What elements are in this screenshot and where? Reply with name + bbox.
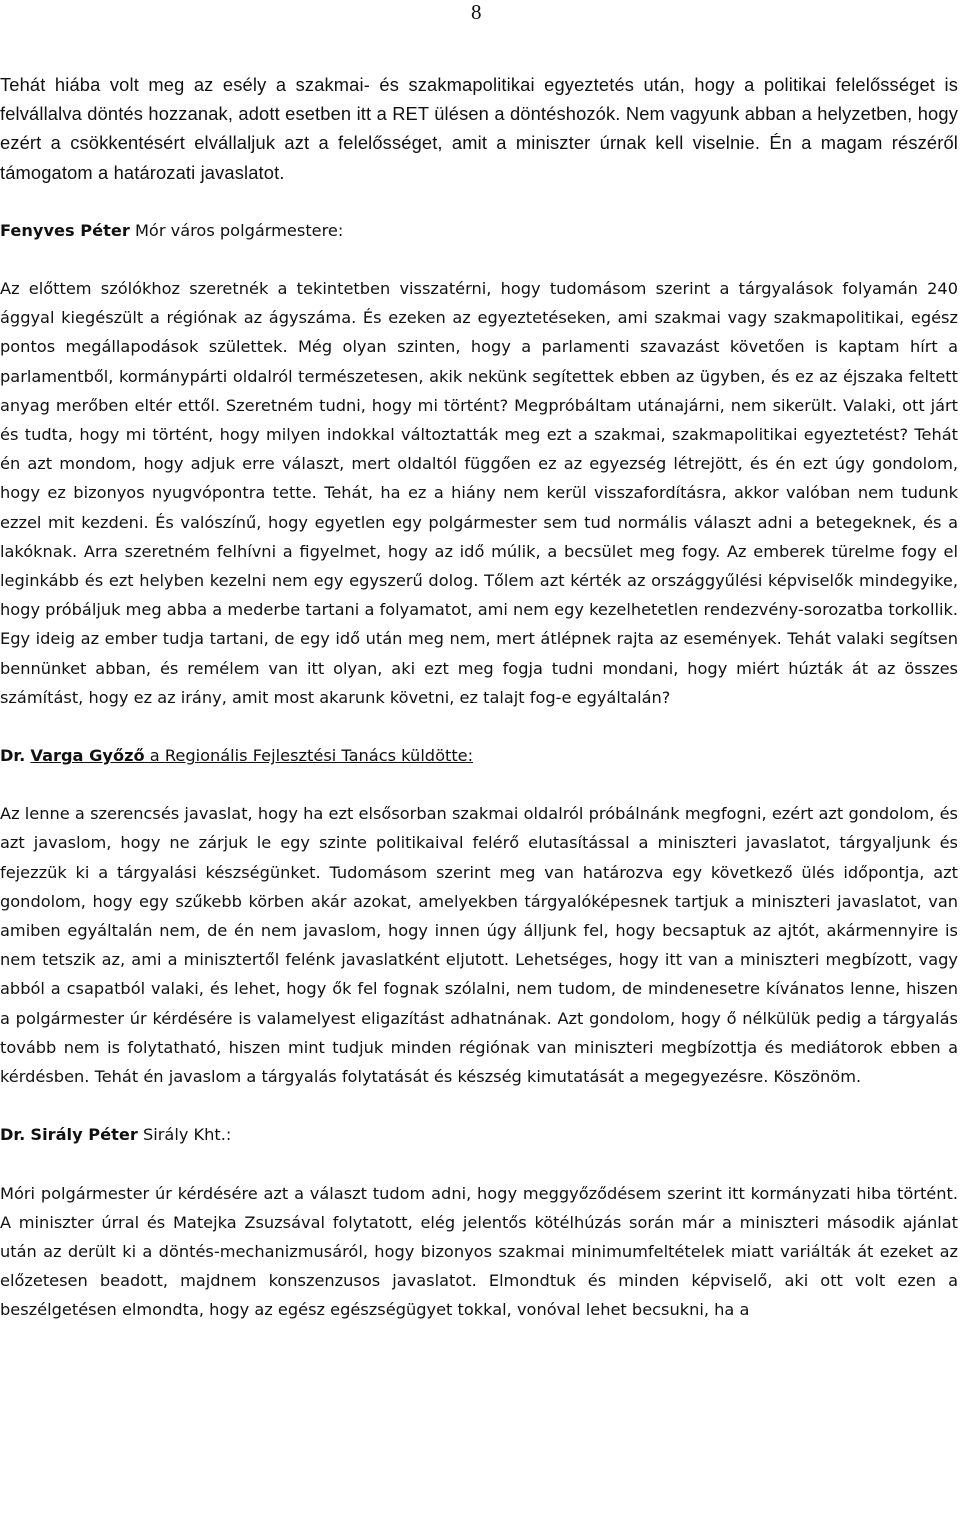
speaker-prefix: Dr. [0,746,26,766]
speaker-name: Varga Győző [30,746,145,766]
speaker-role: Mór város polgármestere: [129,220,344,240]
paragraph-intro: Tehát hiába volt meg az esély a szakmai- és szakmapolitikai egyeztetés után, hogy a politikai felelősséget is felvállalva döntés hozzanak, adott esetben itt a RET ülésen a döntéshozók. Nem vagyunk abban a helyzetben, hogy ezért a csökkentésért elvállaljuk azt a felelősséget, amit a miniszter úrnak kell viselnie. Én a magam részéről támogatom a határozati javaslatot. [0,74,958,183]
paragraph-fenyves: Az előttem szólókhoz szeretnék a tekintetben visszatérni, hogy tudomásom szerint a tárgyalások folyamán 240 ággyal kiegészült a régiónak az ágyszáma. És ezeken az egyeztetéseken, ami szakmai vagy szakmapolitikai, egész pontos megállapodások születtek. Még olyan szinten, hogy a parlamenti szavazást követően is kaptam hírt a parlamentből, kormánypárti oldalról természetesen, akik nekünk segítettek ebben az ügyben, és ez az éjszaka feltett anyag merőben eltér ettől. Szeretném tudni, hogy mi történt? Megpróbáltam utánajárni, nem sikerült. Valaki, ott járt és tudta, hogy mi történt, hogy milyen indokkal változtatták meg ezt a szakmai, szakmapolitikai egyeztetést? Tehát én azt mondom, hogy adjuk erre választ, mert oldaltól függően ez az egyezség létrejött, és én ezt úgy gondolom, hogy ez bizonyos nyugvópontra tette. Tehát, ha ez a hiány nem kerül visszafordításra, akkor valóban nem tudunk ezzel mit kezdeni. És valószínű, hogy egyetlen egy polgármester sem tud normális választ adni a betegeknek, és a lakóknak. Arra szeretném felhívni a figyelmet, hogy az idő múlik, a becsület meg fogy. Az emberek türelme fogy el leginkább és ezt helyben kezelni nem egy egyszerű dolog. Tőlem azt kérték az országgyűlési képviselők mindegyike, hogy próbáljuk meg abba a mederbe tartani a folyamatot, ami nem egy kezelhetetlen rendezvény-sorozatba torkollik. Egy ideig az ember tudja tartani, de egy idő után meg nem, mert átlépnek rajta az események. Tehát valaki segítsen bennünket abban, és remélem van itt olyan, aki ezt meg fogja tudni mondani, hogy miért húzták át az összes számítást, hogy ez az irány, amit most akarunk követni, ez talajt fog-e egyáltalán? [0,279,959,707]
speaker-name: Fenyves Péter [0,220,130,240]
paragraph-siraly: Móri polgármester úr kérdésére azt a választ tudom adni, hogy meggyőződésem szerint itt kormányzati hiba történt. A miniszter úrral és Matejka Zsuzsával folytatott, elég jelentős kötélhúzás során már a miniszteri második ajánlat után az derült ki a döntés-mechanizmusáról, hogy bizonyos szakmai minimumfeltételek miatt variálták át ezeket az előzetesen beadott, majdnem konszenzusos javaslatot. Elmondtuk és minden képviselő, aki ott volt ezen a beszélgetésen elmondta, hogy az egész egészségügyet tokkal, vonóval lehet becsukni, ha a [0,1183,958,1320]
speaker-name: Sirály Péter [30,1125,138,1145]
speaker-prefix: Dr. [0,1125,26,1145]
speaker-role: a Regionális Fejlesztési Tanács küldötte: [144,746,474,766]
speaker-heading-varga [0,741,958,770]
paragraph-varga: Az lenne a szerencsés javaslat, hogy ha ezt elsősorban szakmai oldalról próbálnánk megfogni, ezért azt gondolom, és azt javaslom, hogy ne zárjuk le egy szinte politikaival felérő elutasítással a miniszteri javaslatot, tárgyaljunk és fejezzük ki a tárgyalási készségünket. Tudomásom szerint meg van határozva egy következő ülés időpontja, azt gondolom, hogy egy szűkebb körben akár azokat, amelyekben tárgyalóképesnek tartjuk a miniszteri javaslatot, van amiben egyáltalán nem, de én nem javaslom, hogy innen úgy álljunk fel, hogy becsaptuk az ajtót, akármennyire is nem tetszik az, ami a minisztertől felénk javaslatként eljutott. Lehetséges, hogy itt van a miniszteri megbízott, vagy abból a csapatból valaki, és lehet, hogy ők fel fognak szólalni, nem tudom, de mindenesetre kívánatos lenne, hiszen a polgármester úr kérdésére is valamelyest eligazítást adhatnának. Azt gondolom, hogy ő nélkülük pedig a tárgyalás tovább nem is folytatható, hiszen mint tudjuk minden régiónak van miniszteri megbízottja és mediátorok ebben a kérdésben. Tehát én javaslom a tárgyalás folytatását és készség kimutatását a megegyezésre. Köszönöm. [0,804,958,1087]
document-body [0,70,958,1325]
speaker-role: Sirály Kht.: [137,1125,232,1145]
speaker-heading-fenyves [0,216,958,245]
page-number-text: 8 [471,0,482,24]
speaker-heading-siraly [0,1120,958,1149]
